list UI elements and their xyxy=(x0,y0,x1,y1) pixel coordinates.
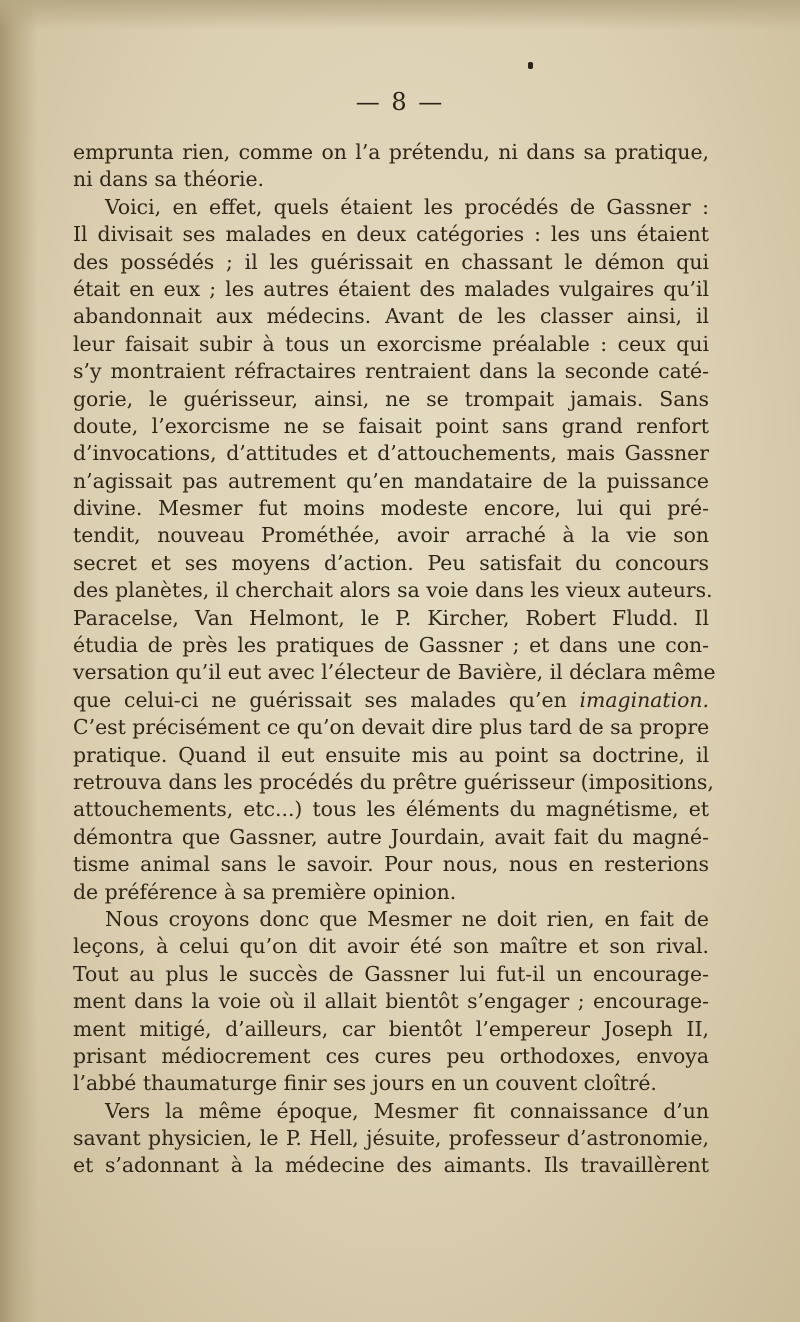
text-line: des planètes, il cherchait alors sa voie dans les vieux auteurs. xyxy=(73,578,713,603)
italic-word: imagination. xyxy=(579,687,709,712)
text-line: emprunta rien, comme on l’a prétendu, ni dans sa pratique, xyxy=(73,140,709,164)
text-line: gorie, le guérisseur, ainsi, ne se trompait jamais. Sans xyxy=(73,386,709,411)
text-line: Voici, en effet, quels étaient les procédés de Gassner : xyxy=(105,194,709,219)
text-line: d’invocations, d’attitudes et d’attouchements, mais Gassner xyxy=(73,441,709,466)
text-line: était en eux ; les autres étaient des malades vulgaires qu’il xyxy=(73,276,709,301)
text-line: Il divisait ses malades en deux catégories : les uns étaient xyxy=(73,222,709,247)
ink-speck xyxy=(528,62,533,69)
text-line: tendit, nouveau Prométhée, avoir arraché à la vie son xyxy=(73,523,709,548)
text-line: secret et ses moyens d’action. Peu satisfait du concours xyxy=(73,550,709,575)
paragraph xyxy=(73,1098,709,1180)
text-line: attouchements, etc...) tous les éléments du magnétisme, et xyxy=(73,797,709,822)
text-line: des possédés ; il les guérissait en chassant le démon qui xyxy=(73,249,709,274)
text-line: pratique. Quand il eut ensuite mis au point sa doctrine, il xyxy=(73,742,709,767)
text-line: ment dans la voie où il allait bientôt s’engager ; encourage- xyxy=(73,989,709,1014)
paragraph xyxy=(73,139,709,194)
text-line: n’agissait pas autrement qu’en mandataire de la puissance xyxy=(73,468,709,493)
text-line: étudia de près les pratiques de Gassner ; et dans une con- xyxy=(73,633,709,658)
text-line: tisme animal sans le savoir. Pour nous, nous en resterions xyxy=(73,852,709,877)
paragraph xyxy=(73,906,709,1098)
page-binding-shadow xyxy=(0,0,38,1322)
text-line-with-italic xyxy=(73,687,709,714)
text-line: prisant médiocrement ces cures peu orthodoxes, envoya xyxy=(73,1043,709,1068)
text-line: divine. Mesmer fut moins modeste encore, lui qui pré- xyxy=(73,496,709,521)
text-line: C’est précisément ce qu’on devait dire plus tard de sa propre xyxy=(73,715,710,740)
body-text xyxy=(73,139,716,1180)
text-line: doute, l’exorcisme ne se faisait point sans grand renfort xyxy=(73,413,709,438)
text-line: leçons, à celui qu’on dit avoir été son maître et son rival. xyxy=(73,934,709,959)
text-line: versation qu’il eut avec l’électeur de Bavière, il déclara même xyxy=(73,660,716,685)
text-line: ni dans sa théorie. xyxy=(73,167,265,192)
page-number: — 8 — xyxy=(355,88,445,116)
text-line: abandonnait aux médecins. Avant de les classer ainsi, il xyxy=(73,304,709,329)
text-line: Nous croyons donc que Mesmer ne doit rien, en fait de xyxy=(105,906,709,931)
text-line: de préférence à sa première opinion. xyxy=(73,879,457,904)
text-segment: que celui-ci ne guérissait ses malades qu’en xyxy=(73,687,580,712)
text-line: Vers la même époque, Mesmer fit connaissance d’un xyxy=(105,1098,709,1123)
text-line: leur faisait subir à tous un exorcisme préalable : ceux qui xyxy=(73,331,709,356)
page-top-shadow xyxy=(0,0,800,30)
text-line: démontra que Gassner, autre Jourdain, avait fait du magné- xyxy=(73,824,709,849)
text-line: Tout au plus le succès de Gassner lui fut-il un encourage- xyxy=(73,961,709,986)
text-line: Paracelse, Van Helmont, le P. Kircher, Robert Fludd. Il xyxy=(73,605,709,630)
text-line: ment mitigé, d’ailleurs, car bientôt l’empereur Joseph II, xyxy=(73,1016,709,1041)
text-line: l’abbé thaumaturge finir ses jours en un couvent cloîtré. xyxy=(73,1071,657,1096)
text-line: savant physicien, le P. Hell, jésuite, professeur d’astronomie, xyxy=(73,1126,709,1151)
text-line: s’y montraient réfractaires rentraient dans la seconde caté- xyxy=(73,359,709,384)
text-line: et s’adonnant à la médecine des aimants. Ils travaillèrent xyxy=(73,1153,709,1178)
text-line: retrouva dans les procédés du prêtre guérisseur (impositions, xyxy=(73,769,714,794)
paragraph xyxy=(73,194,716,906)
